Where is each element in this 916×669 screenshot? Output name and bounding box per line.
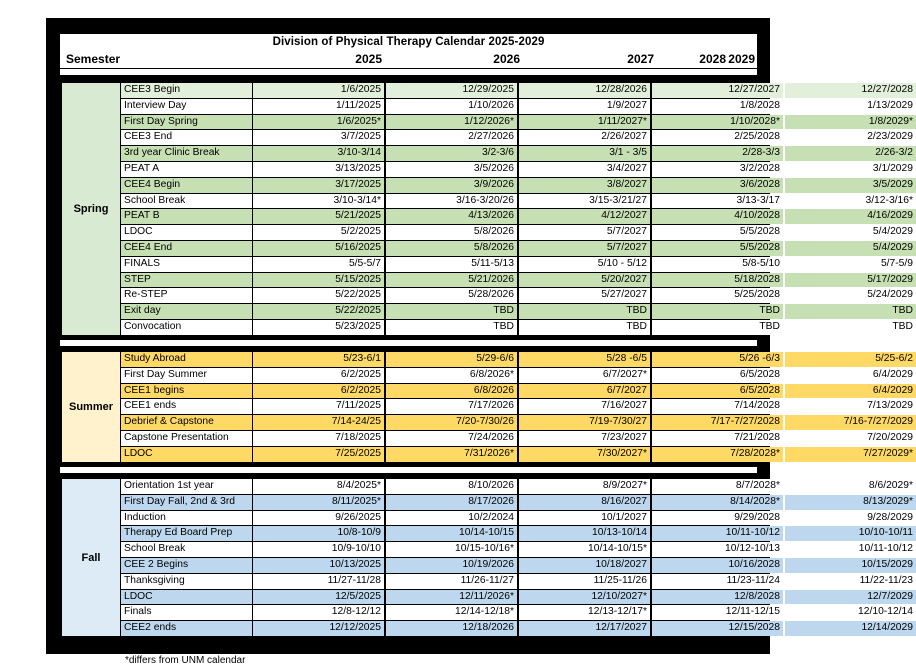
date-cell-2027: 10/18/2027	[519, 558, 650, 573]
date-cell-2028: 7/28/2028*	[652, 447, 783, 462]
date-cell-2026: 5/11-5/13	[386, 257, 517, 272]
date-cell-2027: 7/16/2027	[519, 399, 650, 414]
row-label: CEE4 End	[121, 241, 252, 256]
row-label: Orientation 1st year	[121, 479, 252, 494]
date-cell-2029: 5/25-6/2	[785, 352, 916, 367]
date-cell-2028: 9/29/2028	[652, 511, 783, 526]
row-label: Re-STEP	[121, 288, 252, 303]
date-cell-2028: 7/17-7/27/2028	[652, 415, 783, 430]
date-cell-2026: 5/21/2026	[386, 273, 517, 288]
row-label: LDOC	[121, 447, 252, 462]
date-cell-2025: 3/7/2025	[253, 130, 384, 145]
date-cell-2028: 12/15/2028	[652, 621, 783, 636]
date-cell-2026: 10/2/2024	[386, 511, 517, 526]
date-cell-2025: 9/26/2025	[253, 511, 384, 526]
table-row	[121, 99, 913, 114]
semester-label-fall: Fall	[62, 479, 120, 636]
row-label: First Day Summer	[121, 368, 252, 383]
date-cell-2028: 6/5/2028	[652, 384, 783, 399]
date-cell-2029: 12/14/2029	[785, 621, 916, 636]
date-cell-2025: 5/22/2025	[253, 288, 384, 303]
date-cell-2026: 10/19/2026	[386, 558, 517, 573]
date-cell-2025: 12/8-12/12	[253, 605, 384, 620]
date-cell-2026: 7/31/2026*	[386, 447, 517, 462]
date-cell-2025: 5/5-5/7	[253, 257, 384, 272]
divider-band	[60, 69, 757, 75]
table-row	[121, 225, 913, 240]
table-row	[121, 495, 913, 510]
date-cell-2029: 5/7-5/9	[785, 257, 916, 272]
date-cell-2026: 3/9/2026	[386, 178, 517, 193]
date-cell-2025: 5/23/2025	[253, 320, 384, 335]
date-cell-2027: 11/25-11/26	[519, 574, 650, 589]
date-cell-2028: TBD	[652, 304, 783, 319]
date-cell-2027: 5/20/2027	[519, 273, 650, 288]
table-row	[121, 257, 913, 272]
table-row	[121, 542, 913, 557]
date-cell-2025: 5/16/2025	[253, 241, 384, 256]
year-header-2026: 2026	[493, 52, 520, 66]
date-cell-2028: 11/23-11/24	[652, 574, 783, 589]
semester-label-summer: Summer	[62, 352, 120, 462]
row-label: Capstone Presentation	[121, 431, 252, 446]
date-cell-2028: 1/8/2028	[652, 99, 783, 114]
date-cell-2029: 1/13/2029	[785, 99, 916, 114]
row-label: CEE 2 Begins	[121, 558, 252, 573]
semester-column-header: Semester	[66, 52, 121, 66]
semester-label-spring: Spring	[62, 83, 120, 335]
date-cell-2027: 6/7/2027*	[519, 368, 650, 383]
table-row	[121, 146, 913, 161]
table-row	[121, 558, 913, 573]
date-cell-2027: 3/8/2027	[519, 178, 650, 193]
date-cell-2028: 10/11-10/12	[652, 526, 783, 541]
date-cell-2029: 5/24/2029	[785, 288, 916, 303]
date-cell-2029: 8/6/2029*	[785, 479, 916, 494]
date-cell-2026: 4/13/2026	[386, 209, 517, 224]
date-cell-2027: 12/28/2026	[519, 83, 650, 98]
date-cell-2026: 2/27/2026	[386, 130, 517, 145]
date-cell-2027: 7/19-7/30/27	[519, 415, 650, 430]
date-cell-2027: 3/15-3/21/27	[519, 194, 650, 209]
date-cell-2028: 5/25/2028	[652, 288, 783, 303]
date-cell-2025: 7/18/2025	[253, 431, 384, 446]
date-cell-2026: 6/8/2026	[386, 384, 517, 399]
table-row	[121, 590, 913, 605]
date-cell-2028: 5/5/2028	[652, 241, 783, 256]
date-cell-2028: 10/12-10/13	[652, 542, 783, 557]
date-cell-2028: 2/28-3/3	[652, 146, 783, 161]
date-cell-2027: 10/14-10/15*	[519, 542, 650, 557]
date-cell-2028: 3/13-3/17	[652, 194, 783, 209]
row-label: CEE1 begins	[121, 384, 252, 399]
date-cell-2025: 12/5/2025	[253, 590, 384, 605]
table-row	[121, 178, 913, 193]
date-cell-2025: 5/21/2025	[253, 209, 384, 224]
date-cell-2028: 7/14/2028	[652, 399, 783, 414]
date-cell-2026: 12/18/2026	[386, 621, 517, 636]
table-row	[121, 304, 913, 319]
date-cell-2027: 5/27/2027	[519, 288, 650, 303]
date-cell-2028: TBD	[652, 320, 783, 335]
date-cell-2025: 5/22/2025	[253, 304, 384, 319]
date-cell-2027: 5/28 -6/5	[519, 352, 650, 367]
row-label: Debrief & Capstone	[121, 415, 252, 430]
date-cell-2029: 5/4/2029	[785, 241, 916, 256]
date-cell-2028: 10/16/2028	[652, 558, 783, 573]
date-cell-2029: 2/23/2029	[785, 130, 916, 145]
date-cell-2025: 3/10-3/14*	[253, 194, 384, 209]
row-label: Therapy Ed Board Prep	[121, 526, 252, 541]
table-row	[121, 83, 913, 98]
table-row	[121, 511, 913, 526]
date-cell-2027: 7/23/2027	[519, 431, 650, 446]
date-cell-2025: 5/2/2025	[253, 225, 384, 240]
table-row	[121, 209, 913, 224]
date-cell-2026: 7/17/2026	[386, 399, 517, 414]
date-cell-2026: 1/10/2026	[386, 99, 517, 114]
date-cell-2026: 1/12/2026*	[386, 115, 517, 130]
footnote: *differs from UNM calendar	[125, 655, 246, 666]
table-header	[60, 34, 757, 68]
date-cell-2026: 5/29-6/6	[386, 352, 517, 367]
row-label: CEE2 ends	[121, 621, 252, 636]
table-row	[121, 621, 913, 636]
date-cell-2027: 12/17/2027	[519, 621, 650, 636]
date-cell-2025: 1/6/2025*	[253, 115, 384, 130]
row-label: Convocation	[121, 320, 252, 335]
date-cell-2028: 7/21/2028	[652, 431, 783, 446]
date-cell-2026: 5/8/2026	[386, 241, 517, 256]
date-cell-2029: 12/27/2028	[785, 83, 916, 98]
table-row	[121, 431, 913, 446]
table-row	[121, 605, 913, 620]
date-cell-2027: 3/4/2027	[519, 162, 650, 177]
date-cell-2029: 8/13/2029*	[785, 495, 916, 510]
date-cell-2027: 10/1/2027	[519, 511, 650, 526]
date-cell-2026: 8/17/2026	[386, 495, 517, 510]
date-cell-2025: 10/8-10/9	[253, 526, 384, 541]
date-cell-2025: 3/13/2025	[253, 162, 384, 177]
row-label: First Day Fall, 2nd & 3rd	[121, 495, 252, 510]
date-cell-2029: 3/1/2029	[785, 162, 916, 177]
date-cell-2027: 6/7/2027	[519, 384, 650, 399]
row-label: CEE4 Begin	[121, 178, 252, 193]
date-cell-2026: 7/20-7/30/26	[386, 415, 517, 430]
table-row	[121, 399, 913, 414]
date-cell-2029: 4/16/2029	[785, 209, 916, 224]
row-label: First Day Spring	[121, 115, 252, 130]
row-label: PEAT A	[121, 162, 252, 177]
date-cell-2027: 8/9/2027*	[519, 479, 650, 494]
row-label: Finals	[121, 605, 252, 620]
date-cell-2026: 12/29/2025	[386, 83, 517, 98]
date-cell-2028: 6/5/2028	[652, 368, 783, 383]
date-cell-2025: 11/27-11/28	[253, 574, 384, 589]
date-cell-2029: 2/26-3/2	[785, 146, 916, 161]
date-cell-2029: 7/13/2029	[785, 399, 916, 414]
date-cell-2028: 5/26 -6/3	[652, 352, 783, 367]
date-cell-2028: 2/25/2028	[652, 130, 783, 145]
date-cell-2029: 7/16-7/27/2029	[785, 415, 916, 430]
date-cell-2029: 9/28/2029	[785, 511, 916, 526]
date-cell-2025: 12/12/2025	[253, 621, 384, 636]
date-cell-2028: 8/14/2028*	[652, 495, 783, 510]
table-row	[121, 526, 913, 541]
date-cell-2027: 3/1 - 3/5	[519, 146, 650, 161]
date-cell-2026: TBD	[386, 304, 517, 319]
date-cell-2025: 7/11/2025	[253, 399, 384, 414]
date-cell-2027: 2/26/2027	[519, 130, 650, 145]
date-cell-2028: 8/7/2028*	[652, 479, 783, 494]
date-cell-2025: 5/15/2025	[253, 273, 384, 288]
year-header-2025: 2025	[355, 52, 382, 66]
section-divider	[60, 467, 757, 473]
row-label: School Break	[121, 194, 252, 209]
year-header-2029: 2029	[728, 52, 755, 66]
date-cell-2026: 5/28/2026	[386, 288, 517, 303]
date-cell-2026: 8/10/2026	[386, 479, 517, 494]
row-label: LDOC	[121, 590, 252, 605]
date-cell-2029: 3/12-3/16*	[785, 194, 916, 209]
table-row	[121, 479, 913, 494]
row-label: Interview Day	[121, 99, 252, 114]
date-cell-2026: 3/16-3/20/26	[386, 194, 517, 209]
date-cell-2026: 5/8/2026	[386, 225, 517, 240]
date-cell-2026: 10/15-10/16*	[386, 542, 517, 557]
date-cell-2026: 12/14-12/18*	[386, 605, 517, 620]
date-cell-2025: 3/17/2025	[253, 178, 384, 193]
date-cell-2025: 8/11/2025*	[253, 495, 384, 510]
year-header-2027: 2027	[627, 52, 654, 66]
date-cell-2025: 10/13/2025	[253, 558, 384, 573]
date-cell-2025: 1/6/2025	[253, 83, 384, 98]
row-label: Exit day	[121, 304, 252, 319]
table-row	[121, 115, 913, 130]
row-label: Induction	[121, 511, 252, 526]
date-cell-2029: 7/20/2029	[785, 431, 916, 446]
date-cell-2029: 3/5/2029	[785, 178, 916, 193]
date-cell-2029: 7/27/2029*	[785, 447, 916, 462]
row-label: LDOC	[121, 225, 252, 240]
date-cell-2025: 6/2/2025	[253, 384, 384, 399]
date-cell-2029: 11/22-11/23	[785, 574, 916, 589]
date-cell-2026: 3/5/2026	[386, 162, 517, 177]
date-cell-2026: 10/14-10/15	[386, 526, 517, 541]
table-row	[121, 368, 913, 383]
date-cell-2027: 8/16/2027	[519, 495, 650, 510]
row-label: Thanksgiving	[121, 574, 252, 589]
date-cell-2026: 11/26-11/27	[386, 574, 517, 589]
date-cell-2029: 12/10-12/14	[785, 605, 916, 620]
date-cell-2029: TBD	[785, 320, 916, 335]
table-row	[121, 162, 913, 177]
table-row	[121, 415, 913, 430]
date-cell-2027: 4/12/2027	[519, 209, 650, 224]
date-cell-2028: 5/8-5/10	[652, 257, 783, 272]
date-cell-2029: 6/4/2029	[785, 384, 916, 399]
date-cell-2029: 10/10-10/11	[785, 526, 916, 541]
date-cell-2027: 12/13-12/17*	[519, 605, 650, 620]
date-cell-2027: 12/10/2027*	[519, 590, 650, 605]
date-cell-2028: 1/10/2028*	[652, 115, 783, 130]
table-row	[121, 447, 913, 462]
row-label: Study Abroad	[121, 352, 252, 367]
section-divider	[60, 340, 757, 346]
date-cell-2028: 4/10/2028	[652, 209, 783, 224]
date-cell-2025: 1/11/2025	[253, 99, 384, 114]
row-label: 3rd year Clinic Break	[121, 146, 252, 161]
date-cell-2025: 10/9-10/10	[253, 542, 384, 557]
date-cell-2026: 6/8/2026*	[386, 368, 517, 383]
date-cell-2028: 12/8/2028	[652, 590, 783, 605]
date-cell-2029: 5/17/2029	[785, 273, 916, 288]
date-cell-2029: 5/4/2029	[785, 225, 916, 240]
row-label: STEP	[121, 273, 252, 288]
row-label: CEE1 ends	[121, 399, 252, 414]
date-cell-2029: 12/7/2029	[785, 590, 916, 605]
page-title: Division of Physical Therapy Calendar 2025-2029	[272, 36, 545, 48]
table-row	[121, 241, 913, 256]
row-label: School Break	[121, 542, 252, 557]
date-cell-2029: 1/8/2029*	[785, 115, 916, 130]
date-cell-2029: 10/11-10/12	[785, 542, 916, 557]
table-row	[121, 194, 913, 209]
table-row	[121, 574, 913, 589]
table-row	[121, 288, 913, 303]
year-header-2028: 2028	[699, 52, 726, 66]
date-cell-2028: 5/5/2028	[652, 225, 783, 240]
date-cell-2025: 7/25/2025	[253, 447, 384, 462]
row-label: FINALS	[121, 257, 252, 272]
date-cell-2028: 12/11-12/15	[652, 605, 783, 620]
date-cell-2027: 10/13-10/14	[519, 526, 650, 541]
date-cell-2028: 3/2/2028	[652, 162, 783, 177]
date-cell-2029: TBD	[785, 304, 916, 319]
date-cell-2025: 5/23-6/1	[253, 352, 384, 367]
date-cell-2026: 7/24/2026	[386, 431, 517, 446]
table-row	[121, 273, 913, 288]
table-row	[121, 384, 913, 399]
date-cell-2025: 8/4/2025*	[253, 479, 384, 494]
table-row	[121, 320, 913, 335]
date-cell-2026: TBD	[386, 320, 517, 335]
table-row	[121, 352, 913, 367]
date-cell-2027: TBD	[519, 304, 650, 319]
date-cell-2025: 3/10-3/14	[253, 146, 384, 161]
row-label: CEE3 Begin	[121, 83, 252, 98]
date-cell-2029: 10/15/2029	[785, 558, 916, 573]
date-cell-2027: 5/10 - 5/12	[519, 257, 650, 272]
date-cell-2025: 7/14-24/25	[253, 415, 384, 430]
date-cell-2026: 12/11/2026*	[386, 590, 517, 605]
date-cell-2028: 12/27/2027	[652, 83, 783, 98]
date-cell-2027: 7/30/2027*	[519, 447, 650, 462]
row-label: PEAT B	[121, 209, 252, 224]
date-cell-2027: 5/7/2027	[519, 241, 650, 256]
table-row	[121, 130, 913, 145]
date-cell-2028: 3/6/2028	[652, 178, 783, 193]
date-cell-2027: 5/7/2027	[519, 225, 650, 240]
date-cell-2026: 3/2-3/6	[386, 146, 517, 161]
date-cell-2029: 6/4/2029	[785, 368, 916, 383]
date-cell-2027: 1/11/2027*	[519, 115, 650, 130]
date-cell-2027: TBD	[519, 320, 650, 335]
date-cell-2027: 1/9/2027	[519, 99, 650, 114]
date-cell-2025: 6/2/2025	[253, 368, 384, 383]
row-label: CEE3 End	[121, 130, 252, 145]
date-cell-2028: 5/18/2028	[652, 273, 783, 288]
